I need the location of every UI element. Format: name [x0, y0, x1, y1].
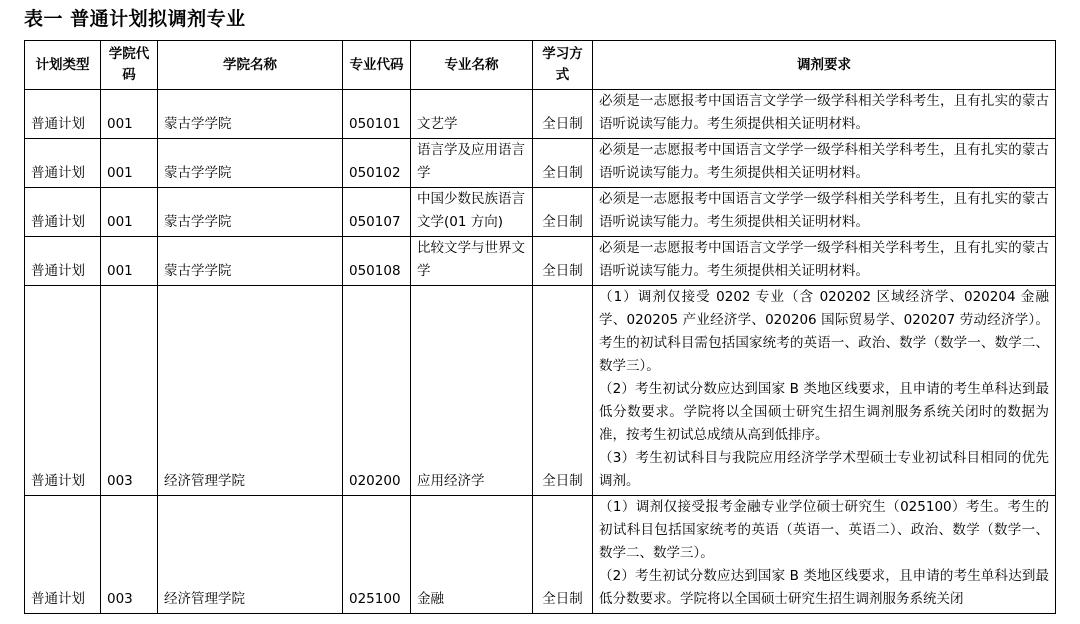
cell-major-name: 金融 [411, 496, 533, 614]
cell-requirement [593, 286, 1056, 496]
adjustment-majors-table [24, 40, 1056, 614]
cell-major-name: 语言学及应用语言学 [411, 139, 533, 188]
table-row [25, 188, 1056, 237]
header-major-name: 专业名称 [411, 41, 533, 90]
cell-plan-type: 普通计划 [25, 286, 101, 496]
cell-major-code: 020200 [343, 286, 411, 496]
cell-major-name: 应用经济学 [411, 286, 533, 496]
cell-major-name: 中国少数民族语言文学(01 方向) [411, 188, 533, 237]
cell-plan-type: 普通计划 [25, 188, 101, 237]
cell-major-code: 050107 [343, 188, 411, 237]
cell-college-name: 蒙古学学院 [158, 139, 343, 188]
header-row [25, 41, 1056, 90]
requirement-paragraph: 必须是一志愿报考中国语言文学学一级学科相关学科考生，且有扎实的蒙古语听说读写能力。考生须提供相关证明材料。 [599, 191, 1049, 230]
cell-plan-type: 普通计划 [25, 237, 101, 286]
cell-study-mode: 全日制 [533, 237, 593, 286]
table-row [25, 496, 1056, 614]
cell-requirement [593, 496, 1056, 614]
table-row [25, 237, 1056, 286]
requirement-paragraph: （3）考生初试科目与我院应用经济学学术型硕士专业初试科目相同的优先调剂。 [599, 450, 1049, 489]
header-major-code: 专业代码 [343, 41, 411, 90]
cell-college-name: 蒙古学学院 [158, 237, 343, 286]
cell-major-name: 文艺学 [411, 90, 533, 139]
cell-plan-type: 普通计划 [25, 90, 101, 139]
requirement-paragraph: 必须是一志愿报考中国语言文学学一级学科相关学科考生，且有扎实的蒙古语听说读写能力。考生须提供相关证明材料。 [599, 93, 1049, 132]
table-title: 表一 普通计划拟调剂专业 [24, 8, 246, 30]
header-plan-type: 计划类型 [25, 41, 101, 90]
cell-plan-type: 普通计划 [25, 496, 101, 614]
header-college-name: 学院名称 [158, 41, 343, 90]
header-requirement: 调剂要求 [593, 41, 1056, 90]
cell-requirement [593, 139, 1056, 188]
cell-college-code: 001 [101, 90, 158, 139]
header-study-mode: 学习方式 [533, 41, 593, 90]
requirement-paragraph: （1）调剂仅接受 0202 专业（含 020202 区域经济学、020204 金融学、020205 产业经济学、020206 国际贸易学、020207 劳动经济学）。考生的初试科目需包括国家统考的英语一、政治、数学（数学一、数学二、数学三）。 [599, 289, 1049, 374]
cell-plan-type: 普通计划 [25, 139, 101, 188]
cell-college-code: 001 [101, 237, 158, 286]
cell-requirement [593, 90, 1056, 139]
cell-college-name: 蒙古学学院 [158, 188, 343, 237]
cell-major-name: 比较文学与世界文学 [411, 237, 533, 286]
cell-major-code: 050108 [343, 237, 411, 286]
cell-study-mode: 全日制 [533, 496, 593, 614]
table-row [25, 90, 1056, 139]
requirement-paragraph: 必须是一志愿报考中国语言文学学一级学科相关学科考生，且有扎实的蒙古语听说读写能力。考生须提供相关证明材料。 [599, 240, 1049, 279]
cell-requirement [593, 188, 1056, 237]
table-row [25, 286, 1056, 496]
header-college-code: 学院代码 [101, 41, 158, 90]
requirement-paragraph: 必须是一志愿报考中国语言文学学一级学科相关学科考生，且有扎实的蒙古语听说读写能力。考生须提供相关证明材料。 [599, 142, 1049, 181]
requirement-paragraph: （1）调剂仅接受报考金融专业学位硕士研究生（025100）考生。考生的初试科目包括国家统考的英语（英语一、英语二）、政治、数学（数学一、数学二、数学三）。 [599, 499, 1049, 561]
cell-requirement [593, 237, 1056, 286]
table-row [25, 139, 1056, 188]
cell-major-code: 050101 [343, 90, 411, 139]
cell-study-mode: 全日制 [533, 90, 593, 139]
cell-college-name: 经济管理学院 [158, 496, 343, 614]
cell-study-mode: 全日制 [533, 188, 593, 237]
cell-study-mode: 全日制 [533, 139, 593, 188]
cell-college-name: 蒙古学学院 [158, 90, 343, 139]
cell-college-code: 003 [101, 496, 158, 614]
cell-study-mode: 全日制 [533, 286, 593, 496]
cell-college-code: 001 [101, 139, 158, 188]
cell-college-code: 003 [101, 286, 158, 496]
cell-major-code: 025100 [343, 496, 411, 614]
requirement-paragraph: （2）考生初试分数应达到国家 B 类地区线要求，且申请的考生单科达到最低分数要求。学院将以全国硕士研究生招生调剂服务系统关闭 [599, 568, 1049, 607]
cell-college-code: 001 [101, 188, 158, 237]
cell-major-code: 050102 [343, 139, 411, 188]
requirement-paragraph: （2）考生初试分数应达到国家 B 类地区线要求，且申请的考生单科达到最低分数要求。学院将以全国硕士研究生招生调剂服务系统关闭时的数据为准，按考生初试总成绩从高到低排序。 [599, 381, 1049, 443]
cell-college-name: 经济管理学院 [158, 286, 343, 496]
